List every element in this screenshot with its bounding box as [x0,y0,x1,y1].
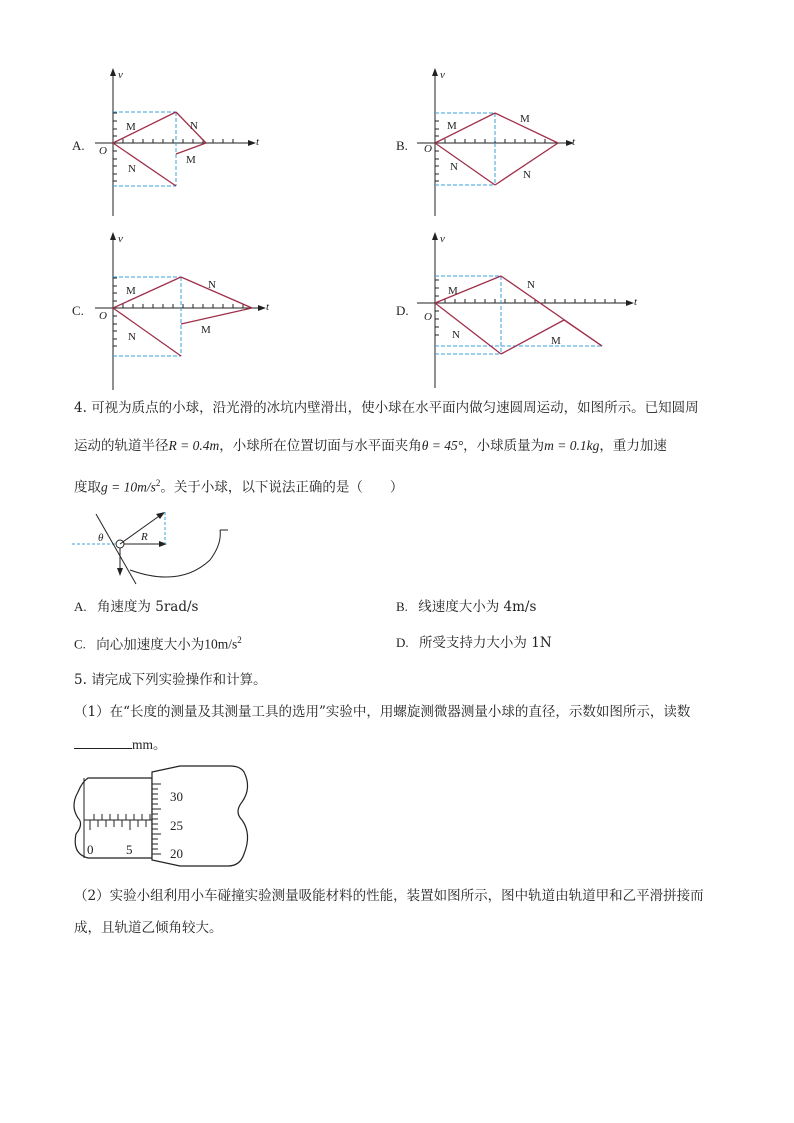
q4-option-b-letter: B. [396,599,408,614]
q4-fig-theta: θ [98,532,104,544]
label-origin: O [99,145,107,157]
label-v: v [440,69,445,81]
graph-d [412,230,642,390]
label-v: v [118,69,123,81]
q5-part2-line2: 成，且轨道乙倾角较大。 [74,920,223,936]
option-b-letter: B. [396,138,408,153]
thimble-label-20: 20 [170,846,183,861]
q4-text: 运动的轨道半径 [74,438,169,454]
label-n2: N [523,169,531,181]
q4-option-c-sup: 2 [237,635,242,645]
q5-intro-text: 请完成下列实验操作和计算。 [91,672,267,688]
q4-option-b [396,600,536,615]
label-m2: M [520,113,530,125]
label-n2: N [190,120,198,132]
label-m1: M [447,120,457,132]
label-t: t [266,301,270,313]
label-n1: N [452,329,460,341]
label-m1: M [126,121,136,133]
q4-theta-expr: θ = 45° [421,438,464,453]
q4-text-line1: 可视为质点的小球，沿光滑的冰坑内壁滑出，使小球在水平面内做匀速圆周运动，如图所示。已知圆周 [91,400,699,416]
t-ticks [123,139,233,143]
label-v: v [440,233,445,245]
q4-option-c [74,636,242,652]
label-m2: M [201,324,211,336]
v-ticks [113,113,117,181]
main-label-5: 5 [126,842,133,857]
q4-text: ，小球所在位置切面与水平面夹角 [219,438,422,454]
label-m1: M [126,285,136,297]
q4-text: ，重力加速 [599,438,667,454]
label-n1: N [128,163,136,175]
label-origin: O [99,310,107,322]
v-axis-arrow [110,68,116,76]
q4-m-expr: m = 0.1kg [544,438,600,453]
label-n1: N [450,161,458,173]
q4-option-d [396,636,552,651]
q4-r-expr: R = 0.4m [168,438,220,453]
q4-line1 [74,402,699,416]
option-d-letter: D. [396,303,409,318]
thimble-label-25: 25 [170,818,183,833]
q4-option-d-text: 所受支持力大小为 1N [418,635,552,651]
q4-option-c-letter: C. [74,636,86,652]
q4-fig-r: R [141,531,148,543]
q4-line3 [74,479,403,495]
label-n2: N [527,279,535,291]
q4-text: 。关于小球，以下说法正确的是（ ） [160,479,404,496]
label-v: v [118,233,123,245]
label-m1: M [448,285,458,297]
q4-line2 [74,439,667,454]
micrometer-figure [70,762,255,872]
label-m2: M [186,154,196,166]
label-m2: M [551,335,561,347]
graph-c [90,230,275,392]
label-origin: O [424,311,432,323]
option-c-letter: C. [72,303,84,318]
thimble-label-30: 30 [170,789,183,804]
t-axis-arrow [248,140,256,146]
q4-option-c-value: 10m/s [204,636,238,652]
q5-number: 5. [74,672,87,688]
label-t: t [634,296,638,308]
main-label-0: 0 [87,842,94,857]
q4-g-sup: 2 [155,478,161,488]
answer-blank[interactable] [74,736,132,749]
q4-text: ，小球质量为 [463,438,545,454]
q4-text: 度取 [74,479,101,496]
label-n1: N [128,331,136,343]
option-a-letter: A. [72,138,85,153]
q5-part1-line1: （1）在“长度的测量及其测量工具的选用”实验中，用螺旋测微器测量小球的直径，示数如图所示，读数 [74,704,691,720]
q4-option-a [74,600,198,615]
q4-option-d-letter: D. [396,635,409,650]
label-t: t [572,136,576,148]
label-t: t [256,136,260,148]
q4-option-a-letter: A. [74,599,87,614]
q5-part1-line2 [74,736,167,753]
label-origin: O [424,143,432,155]
q4-g-expr: g = 10m/s [101,479,156,495]
graph-b [412,66,582,221]
q4-option-a-text: 角速度为 5rad/s [96,599,199,615]
q4-figure [70,508,235,588]
q4-number: 4. [74,400,87,416]
q5-part2-line1: （2）实验小组利用小车碰撞实验测量吸能材料的性能，装置如图所示，图中轨道由轨道甲和乙平滑拼接而 [74,888,704,904]
q5-intro [74,674,267,688]
q4-option-c-text: 向心加速度大小为 [96,636,205,653]
graph-a [90,66,270,221]
q5-unit: mm。 [132,737,167,752]
q4-option-b-text: 线速度大小为 4m/s [418,599,537,615]
label-n2: N [208,279,216,291]
